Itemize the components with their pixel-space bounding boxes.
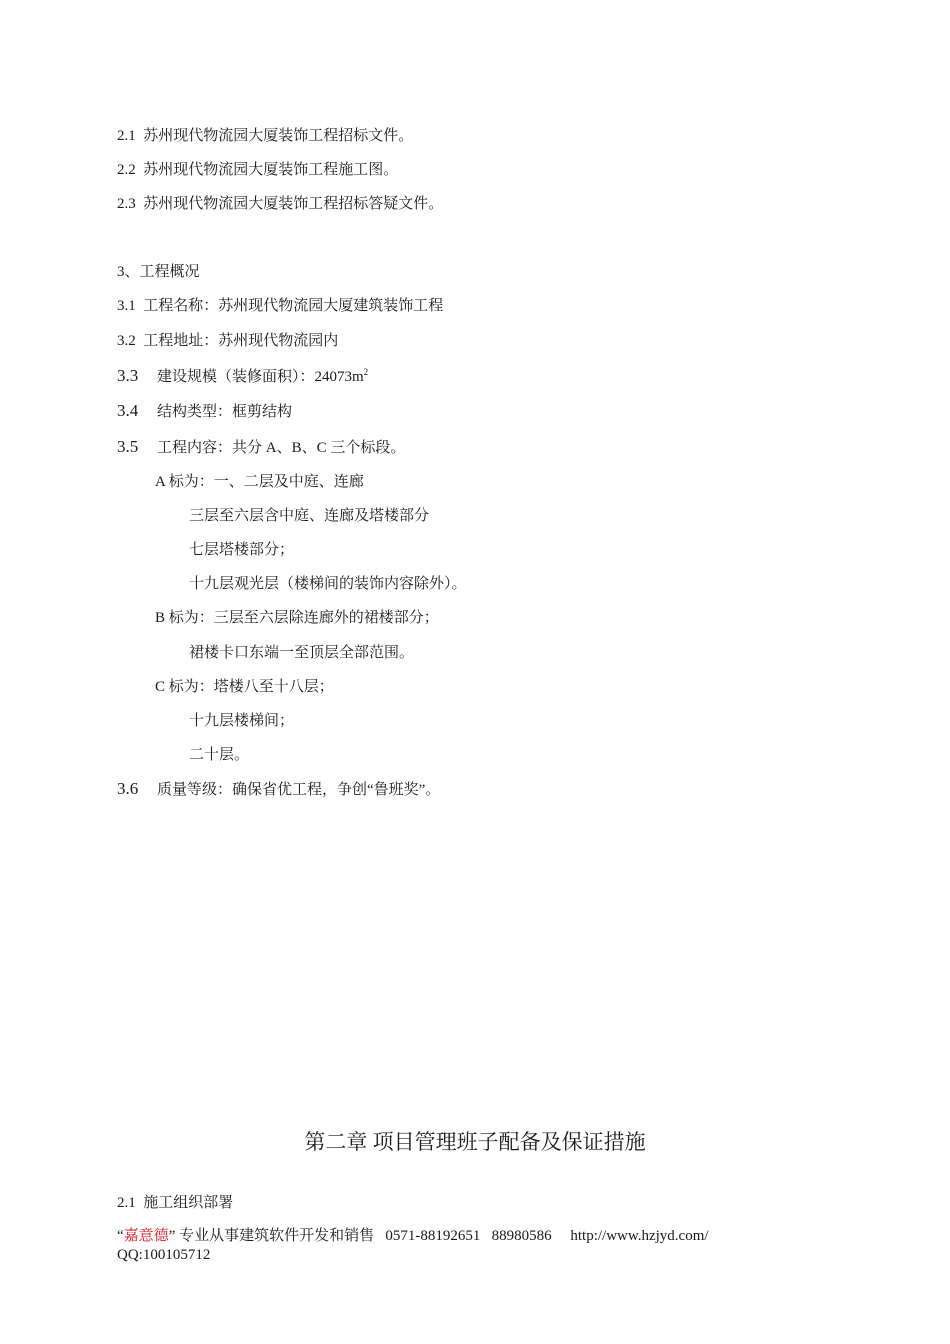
item-text: 质量等级：确保省优工程，争创“鲁班奖”。 (157, 782, 441, 798)
item-text: 工程地址：苏州现代物流园内 (143, 333, 339, 349)
item-number: 3.5 (117, 437, 139, 456)
ref-text: 苏州现代物流园大厦装饰工程招标答疑文件。 (143, 196, 444, 212)
item-3-6 (117, 779, 440, 800)
lot-a-line: 十九层观光层（楼梯间的装饰内容除外）。 (189, 576, 467, 592)
ref-line-2-3 (117, 194, 443, 214)
lot-b-line: 裙楼卡口东端一至顶层全部范围。 (189, 645, 415, 661)
item-number: 3.4 (117, 401, 139, 420)
footer-url-link[interactable]: http://www.hzjyd.com/ (570, 1228, 709, 1244)
lot-c-label: C 标为：塔楼八至十八层； (155, 679, 334, 695)
subsection-2-1 (117, 1193, 233, 1213)
ref-line-2-2 (117, 160, 398, 180)
item-3-1 (117, 296, 443, 316)
item-3-3 (117, 366, 368, 387)
lot-a-line: 三层至六层含中庭、连廊及塔楼部分 (189, 508, 430, 524)
footer-phone-2: 88980586 (491, 1228, 552, 1244)
item-number: 3.6 (117, 779, 139, 798)
ref-number: 2.3 (117, 196, 136, 212)
item-number: 3.2 (117, 333, 136, 349)
item-3-5 (117, 437, 405, 458)
item-text: 工程内容：共分 A、B、C 三个标段。 (157, 440, 406, 456)
item-3-2 (117, 331, 338, 351)
item-number: 3.1 (117, 298, 136, 314)
ref-text: 苏州现代物流园大厦装饰工程施工图。 (143, 162, 399, 178)
footer-line-1 (117, 1227, 709, 1246)
item-text: 工程名称：苏州现代物流园大厦建筑装饰工程 (143, 298, 444, 314)
lot-c-line: 二十层。 (189, 747, 250, 763)
footer-phone-1: 0571-88192651 (385, 1228, 481, 1244)
area-unit-superscript: 2 (363, 367, 369, 377)
footer-quote-close: ” (168, 1228, 176, 1244)
lot-a-label: A 标为：一、二层及中庭、连廊 (155, 474, 364, 490)
ref-line-2-1 (117, 126, 413, 146)
chapter-title: 第二章 项目管理班子配备及保证措施 (304, 1130, 646, 1154)
lot-b-label: B 标为：三层至六层除连廊外的裙楼部分； (155, 610, 439, 626)
footer-brand: 嘉意德 (123, 1228, 169, 1244)
lot-c-line: 十九层楼梯间； (189, 713, 295, 729)
lot-a-line: 七层塔楼部分； (189, 542, 295, 558)
footer-qq: QQ:100105712 (117, 1247, 211, 1263)
section-heading: 3、工程概况 (117, 264, 200, 280)
page-footer (117, 1227, 709, 1265)
subsection-text: 施工组织部署 (143, 1195, 234, 1211)
item-3-4 (117, 401, 292, 422)
ref-number: 2.1 (117, 128, 136, 144)
footer-quote-open: “ (117, 1228, 124, 1244)
item-text: 结构类型：框剪结构 (157, 404, 293, 420)
subsection-number: 2.1 (117, 1195, 136, 1211)
item-number: 3.3 (117, 366, 139, 385)
item-text: 建设规模（装修面积）：24073m (157, 369, 364, 385)
ref-number: 2.2 (117, 162, 136, 178)
footer-slogan: 专业从事建筑软件开发和销售 (179, 1228, 375, 1244)
ref-text: 苏州现代物流园大厦装饰工程招标文件。 (143, 128, 414, 144)
